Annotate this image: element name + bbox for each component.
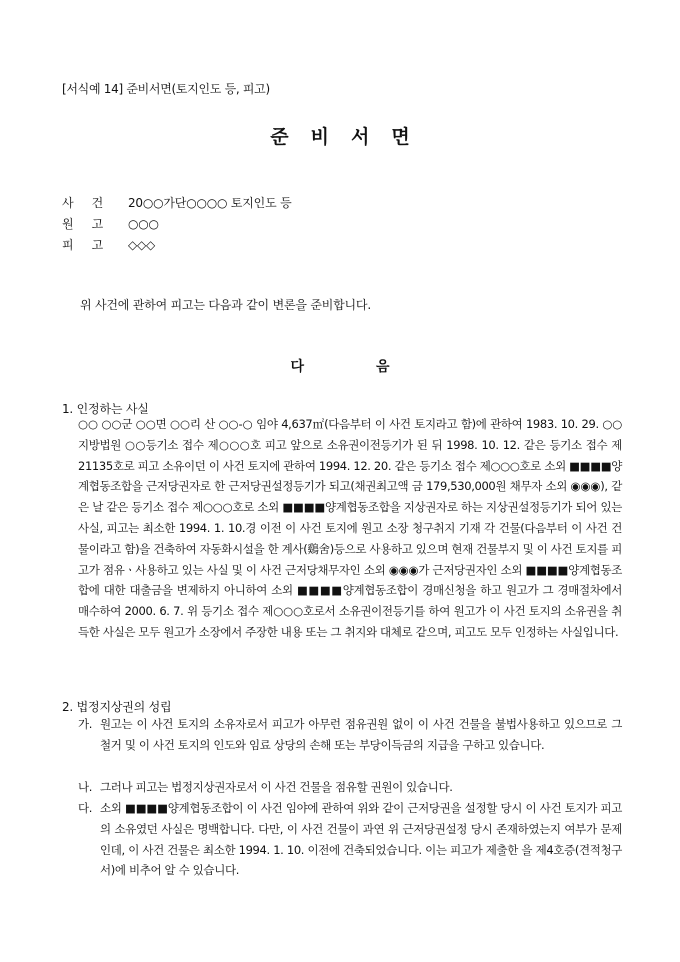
subtitle-right: 음 [376, 359, 390, 375]
item-a-label: 가. [78, 717, 93, 731]
party-defendant-value: ◇◇◇ [128, 238, 156, 252]
subtitle [0, 356, 680, 376]
party-case-key: 사건 [62, 196, 122, 210]
item-a-text: 원고는 이 사건 토지의 소유자로서 피고가 아무런 점유권원 없이 이 사건 건물을 불법사용하고 있으므로 그 철거 및 이 사건 토지의 인도와 임료 상당의 손해 또는 부당이득금의 지급을 구하고 있습니다. [100, 717, 622, 752]
item-c-text: 소외 ■■■■양계협동조합이 이 사건 임야에 관하여 위와 같이 근저당권을 설정할 당시 이 사건 토지가 피고의 소유였던 사실은 명백합니다. 다만, 이 사건 건물이 과연 위 근저당권설정 당시 존재하였는지 여부가 문제인데, 이 사건 건물은 최소한 1994. 1. 10. 이전에 건축되었습니다. 이는 피고가 제출한 을 제4호증(견적청구서)에 비추어 알 수 있습니다. [100, 801, 622, 878]
item-c-label: 다. [78, 801, 93, 815]
party-plaintiff-key: 원고 [62, 217, 122, 231]
intro-statement: 위 사건에 관하여 피고는 다음과 같이 변론을 준비합니다. [80, 298, 371, 312]
section-1-body: ○○ ○○군 ○○면 ○○리 산 ○○-○ 임야 4,637㎡(다음부터 이 사건 토지라고 함)에 관하여 1983. 10. 29. ○○지방법원 ○○등기소 접수 제○○○호 피고 앞으로 소유권이전등기가 된 뒤 1998. 10. 12. 같은 등기소 접수 제21135호로 피고 소유이던 이 사건 토지에 관하여 1994. 12. 20. 같은 등기소 접수 제○○○호로 소외 ■■■■양계협동조합을 근저당권자로 한 근저당권설정등기가 되고(채권최고액 금 179,530,000원 채무자 소외 ◉◉◉), 같은 날 같은 등기소 접수 제○○○호로 소외 ■■■■양계협동조합을 지상권자로 하는 지상권설정등기가 되어 있는 사실, 피고는 최소한 1994. 1. 10.경 이전 이 사건 토지에 원고 소장 청구취지 기재 각 건물(다음부터 이 사건 건물이라고 함)을 건축하여 자동화시설을 한 계사(鷄舍)등으로 사용하고 있으며 현재 건물부지 및 이 사건 토지를 피고가 점유ㆍ사용하고 있는 사실 및 이 사건 근저당채무자인 소외 ◉◉◉가 근저당권자인 소외 ■■■■양계협동조합에 대한 대출금을 변제하지 아니하여 소외 ■■■■양계협동조합이 경매신청을 하고 원고가 그 경매절차에서 매수하여 2000. 6. 7. 위 등기소 접수 제○○○호로서 소유권이전등기를 하여 원고가 이 사건 토지의 소유권을 취득한 사실은 모두 원고가 소장에서 주장한 내용 또는 그 취지와 대체로 같으며, 피고도 모두 인정하는 사실입니다. [78, 417, 622, 639]
section-2-heading: 2. 법정지상권의 성립 [62, 700, 172, 714]
party-plaintiff [62, 215, 159, 232]
form-label: [서식예 14] 준비서면(토지인도 등, 피고) [62, 82, 270, 96]
section-2-item-a [78, 714, 622, 756]
party-defendant-key: 피고 [62, 238, 122, 252]
party-defendant [62, 236, 155, 253]
section-2-item-b [78, 777, 622, 798]
section-1-heading: 1. 인정하는 사실 [62, 402, 149, 416]
item-b-text: 그러나 피고는 법정지상권자로서 이 사건 건물을 점유할 권원이 있습니다. [100, 780, 453, 794]
party-plaintiff-value: ○○○ [128, 217, 159, 231]
item-b-label: 나. [78, 780, 93, 794]
party-case-value: 20○○가단○○○○ 토지인도 등 [128, 196, 292, 210]
subtitle-left: 다 [290, 359, 304, 375]
section-2-item-c [78, 798, 622, 881]
party-case [62, 194, 291, 211]
document-title: 준비서면 [270, 126, 432, 148]
